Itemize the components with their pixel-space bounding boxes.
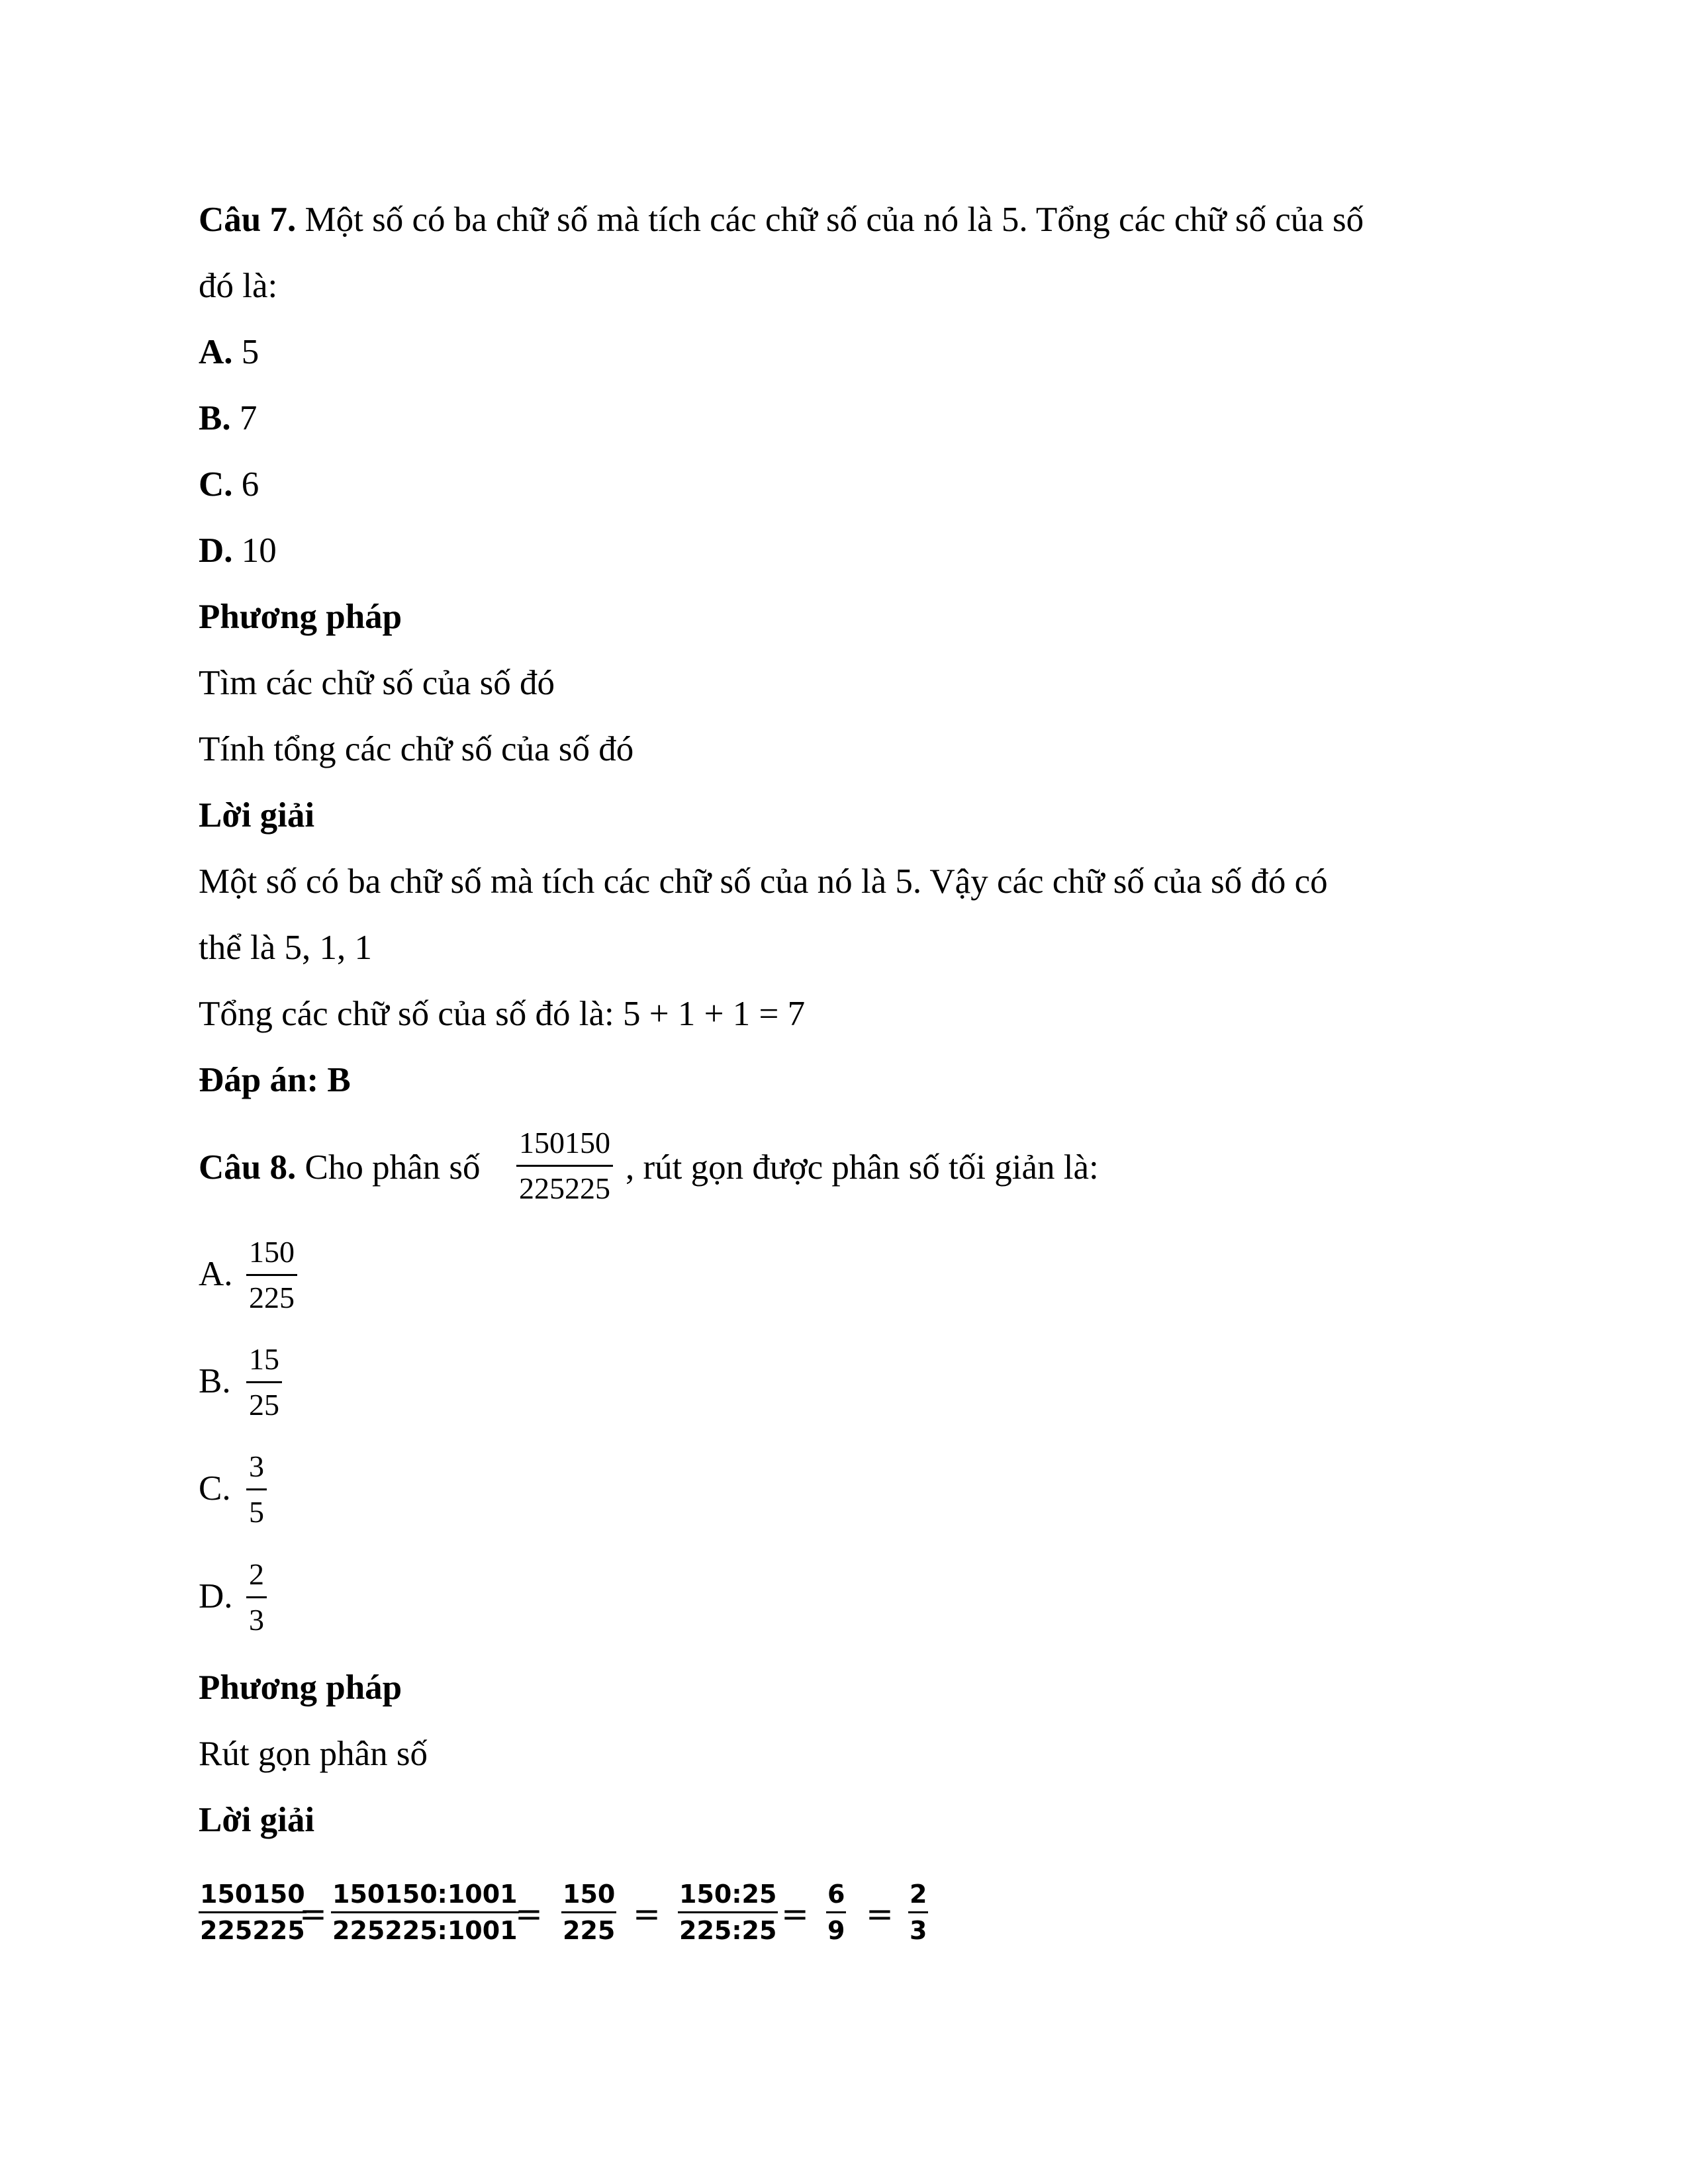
q8-option-b-denominator: 25	[249, 1388, 279, 1422]
q8-eq-sign-4: =	[781, 1895, 809, 1933]
q8-option-c-letter: C.	[199, 1469, 231, 1508]
q8-chain-fraction-2-denominator: 225225:1001	[332, 1916, 518, 1945]
q8-chain-fraction-5-denominator: 9	[827, 1916, 845, 1945]
q7-answer: Đáp án: B	[199, 1061, 351, 1099]
q8-chain-fraction-4-numerator: 150:25	[678, 1880, 778, 1913]
q8-option-b-letter: B.	[199, 1362, 231, 1400]
q7-option-b-value: 7	[230, 399, 258, 437]
q8-chain-fraction-4	[678, 1880, 778, 1945]
q7-option-c	[199, 463, 259, 506]
q7-option-d	[199, 529, 277, 572]
q8-option-a-letter: A.	[199, 1255, 233, 1293]
q8-option-a-numerator: 150	[246, 1234, 297, 1276]
q7-method-line1: Tìm các chữ số của số đó	[199, 664, 555, 702]
q7-solution-heading: Lời giải	[199, 796, 315, 835]
q7-option-a	[199, 331, 259, 373]
q8-option-a-denominator: 225	[249, 1281, 295, 1314]
q7-option-c-letter: C.	[199, 465, 233, 504]
q7-text-line1: Một số có ba chữ số mà tích các chữ số của nó là 5. Tổng các chữ số của số	[296, 201, 1364, 239]
q8-chain-fraction-6	[908, 1880, 928, 1945]
q8-option-a-fraction	[246, 1234, 297, 1316]
q8-option-d-denominator: 3	[249, 1603, 264, 1637]
q8-text-after: , rút gọn được phân số tối giản là:	[626, 1148, 1099, 1187]
q7-solution-line3: Tổng các chữ số của số đó là: 5 + 1 + 1 = 7	[199, 995, 806, 1033]
q8-chain-fraction-1-numerator: 150150	[199, 1880, 306, 1913]
q8-method-line: Rút gọn phân số	[199, 1735, 428, 1773]
q8-option-b-fraction	[246, 1342, 282, 1423]
q8-chain-fraction-5	[826, 1880, 846, 1945]
q8-option-c-fraction	[246, 1449, 267, 1530]
q8-chain-fraction-2-numerator: 150150:1001	[331, 1880, 519, 1913]
q7-method-line2: Tính tổng các chữ số của số đó	[199, 730, 634, 768]
q8-chain-fraction-6-numerator: 2	[908, 1880, 928, 1913]
q8-option-b-numerator: 15	[246, 1342, 282, 1383]
q7-option-b	[199, 397, 257, 439]
q8-chain-fraction-3-denominator: 225	[563, 1916, 616, 1945]
q8-question	[199, 1146, 481, 1189]
q8-chain-fraction-6-denominator: 3	[910, 1916, 927, 1945]
q8-chain-fraction-5-numerator: 6	[826, 1880, 846, 1913]
q7-method-heading: Phương pháp	[199, 598, 402, 636]
q7-solution-line2: thể là 5, 1, 1	[199, 929, 372, 967]
q7-option-b-letter: B.	[199, 399, 231, 437]
q8-eq-sign-5: =	[866, 1895, 894, 1933]
q8-question-fraction-denominator: 225225	[519, 1171, 610, 1205]
q7-question-line2: đó là:	[199, 267, 278, 305]
q7-option-c-value: 6	[232, 465, 259, 504]
q8-question-fraction	[516, 1125, 613, 1206]
q8-option-d-fraction	[246, 1557, 267, 1638]
q8-eq-sign-1: =	[299, 1895, 327, 1933]
q8-eq-sign-3: =	[633, 1895, 661, 1933]
q8-eq-sign-2: =	[515, 1895, 543, 1933]
q8-option-d-letter: D.	[199, 1577, 233, 1615]
q8-option-c-denominator: 5	[249, 1495, 264, 1529]
q8-chain-fraction-3	[561, 1880, 616, 1945]
q7-question-line1	[199, 199, 1364, 241]
q7-option-a-letter: A.	[199, 333, 233, 371]
q8-text-before: Cho phân số	[296, 1148, 481, 1187]
q8-label: Câu 8.	[199, 1148, 297, 1187]
q8-method-heading: Phương pháp	[199, 1668, 402, 1707]
q8-solution-equation	[199, 1880, 993, 1952]
q7-solution-line1: Một số có ba chữ số mà tích các chữ số của nó là 5. Vậy các chữ số của số đó có	[199, 862, 1328, 901]
q8-chain-fraction-1-denominator: 225225	[200, 1916, 305, 1945]
q8-chain-fraction-3-numerator: 150	[561, 1880, 616, 1913]
q8-solution-heading: Lời giải	[199, 1801, 315, 1839]
q8-option-c-numerator: 3	[246, 1449, 267, 1490]
q8-chain-fraction-4-denominator: 225:25	[679, 1916, 777, 1945]
q7-label: Câu 7.	[199, 201, 297, 239]
q8-option-d-numerator: 2	[246, 1557, 267, 1598]
q7-option-d-value: 10	[232, 531, 277, 570]
q7-option-d-letter: D.	[199, 531, 233, 570]
q8-chain-fraction-2	[331, 1880, 519, 1945]
q7-option-a-value: 5	[232, 333, 259, 371]
q8-chain-fraction-1	[199, 1880, 306, 1945]
q8-question-fraction-numerator: 150150	[516, 1125, 613, 1167]
